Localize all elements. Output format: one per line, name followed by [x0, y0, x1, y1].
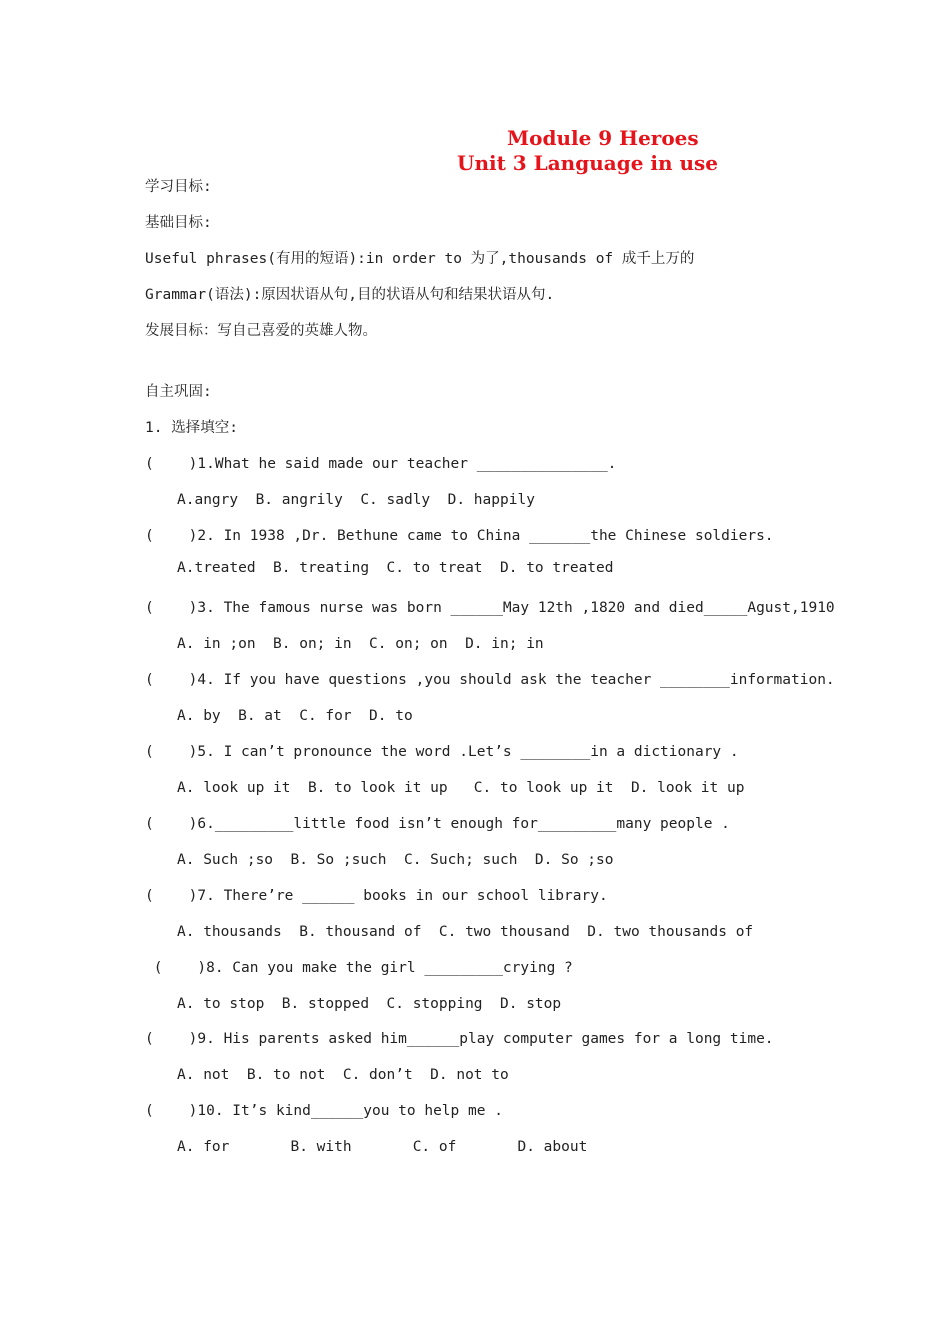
grammar-goal: Grammar(语法):原因状语从句,目的状语从句和结果状语从句.	[145, 287, 555, 303]
development-goal: 发展目标：写自己喜爱的英雄人物。	[145, 323, 377, 339]
options-2: A.treated B. treating C. to treat D. to treated	[177, 560, 614, 576]
question-5: ( )5. I can’t pronounce the word .Let’s ________in a dictionary .	[145, 744, 739, 760]
question-2: ( )2. In 1938 ,Dr. Bethune came to China _______the Chinese soldiers.	[145, 528, 774, 544]
options-7: A. thousands B. thousand of C. two thousand D. two thousands of	[177, 924, 754, 940]
question-6: ( )6._________little food isn’t enough for_________many people .	[145, 816, 730, 832]
options-6: A. Such ;so B. So ;such C. Such; such D. So ;so	[177, 852, 614, 868]
options-3: A. in ;on B. on; in C. on; on D. in; in	[177, 636, 544, 652]
options-1: A.angry B. angrily C. sadly D. happily	[177, 492, 535, 508]
options-9: A. not B. to not C. don’t D. not to	[177, 1067, 509, 1083]
goals-heading: 学习目标:	[145, 179, 212, 195]
options-8: A. to stop B. stopped C. stopping D. stop	[177, 996, 562, 1012]
unit-title: Unit 3 Language in use	[457, 151, 719, 175]
question-9: ( )9. His parents asked him______play computer games for a long time.	[145, 1031, 774, 1047]
question-8: ( )8. Can you make the girl _________crying ?	[145, 960, 573, 976]
useful-phrases: Useful phrases(有用的短语):in order to 为了,thousands of 成千上万的	[145, 251, 695, 267]
question-7: ( )7. There’re ______ books in our school library.	[145, 888, 608, 904]
question-1: ( )1.What he said made our teacher _______________.	[145, 456, 617, 472]
question-10: ( )10. It’s kind______you to help me .	[145, 1103, 503, 1119]
basic-goals: 基础目标:	[145, 215, 212, 231]
question-3: ( )3. The famous nurse was born ______May 12th ,1820 and died_____Agust,1910	[145, 600, 835, 616]
module-title: Module 9 Heroes	[507, 126, 699, 150]
options-4: A. by B. at C. for D. to	[177, 708, 413, 724]
options-5: A. look up it B. to look it up C. to look up it D. look it up	[177, 780, 745, 796]
section-heading: 1. 选择填空:	[145, 420, 238, 436]
question-4: ( )4. If you have questions ,you should ask the teacher ________information.	[145, 672, 835, 688]
options-10: A. for B. with C. of D. about	[177, 1139, 588, 1155]
practice-heading: 自主巩固:	[145, 384, 212, 400]
